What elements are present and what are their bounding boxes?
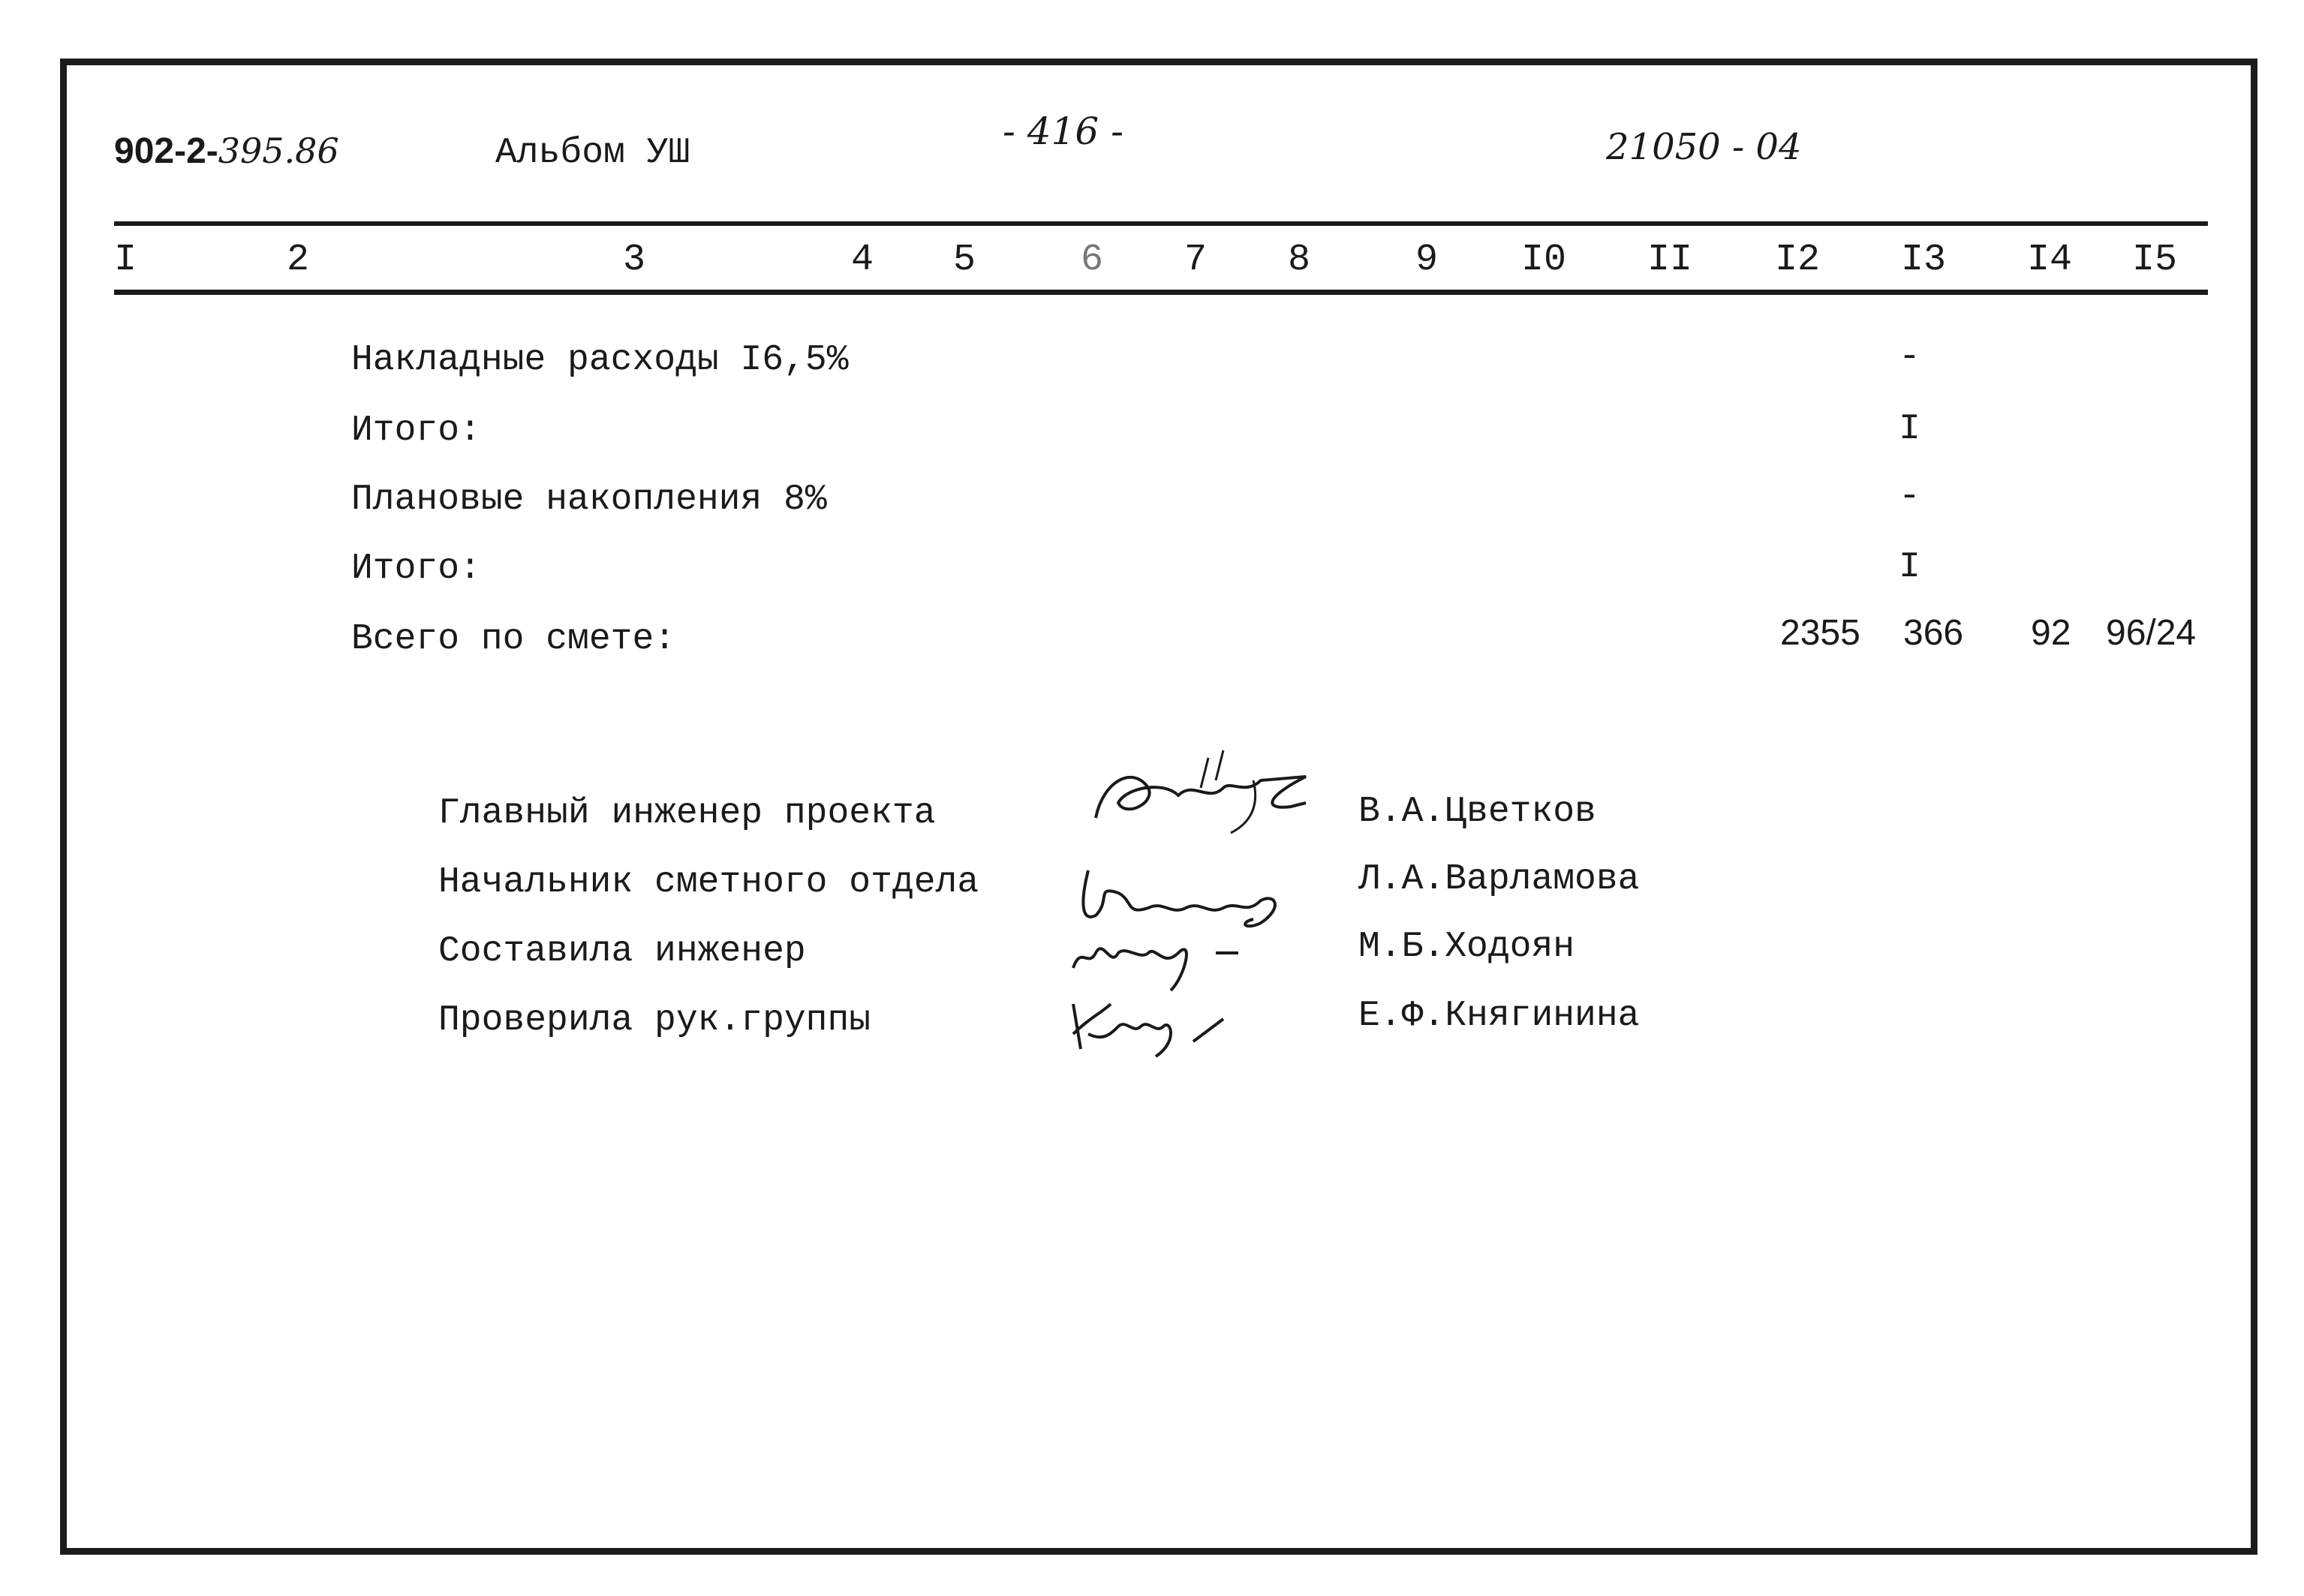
signature-role: Проверила рук.группы xyxy=(438,1000,871,1041)
row-label: Всего по смете: xyxy=(351,619,676,660)
signature-name: В.А.Цветков xyxy=(1358,792,1596,832)
row-col13-value: I xyxy=(1899,547,1921,588)
row-col13-value: I xyxy=(1899,409,1921,449)
column-number: 3 xyxy=(622,239,645,281)
column-number: 9 xyxy=(1415,239,1438,281)
document-number-prefix: 902-2- xyxy=(114,131,218,171)
column-number: I0 xyxy=(1520,239,1566,281)
column-number: 5 xyxy=(952,239,976,281)
column-number: 7 xyxy=(1184,239,1207,281)
column-number: I2 xyxy=(1774,239,1820,281)
column-number: I3 xyxy=(1900,239,1946,281)
column-number: I xyxy=(113,239,137,281)
document-number xyxy=(114,131,339,171)
row-label: Накладные расходы I6,5% xyxy=(351,340,849,380)
row-label: Итого: xyxy=(351,549,481,589)
row-label: Плановые накопления 8% xyxy=(351,479,827,520)
column-number: I5 xyxy=(2131,239,2177,281)
row-col14-value: 92 xyxy=(2031,613,2071,653)
handwritten-signature-icon xyxy=(1066,989,1261,1072)
signature-name: М.Б.Ходоян xyxy=(1358,927,1575,967)
column-number: 2 xyxy=(286,239,309,281)
row-col13-value: 366 xyxy=(1903,613,1964,653)
row-col13-value: - xyxy=(1899,476,1921,517)
handwritten-signature-icon xyxy=(1081,735,1321,848)
column-number: II xyxy=(1647,239,1692,281)
signature-name: Е.Ф.Княгинина xyxy=(1358,996,1640,1036)
signature-name: Л.А.Варламова xyxy=(1358,859,1640,900)
column-number: 6 xyxy=(1080,239,1103,281)
signature-role: Составила инженер xyxy=(438,931,806,972)
document-code: 21050 - 04 xyxy=(1606,126,1802,168)
header-bottom-rule xyxy=(114,290,2208,295)
album-label: Альбом УШ xyxy=(495,133,690,173)
signature-role: Главный инженер проекта xyxy=(438,793,936,834)
row-col12-value: 2355 xyxy=(1780,613,1860,653)
header-top-rule xyxy=(114,221,2208,226)
row-col15-value: 96/24 xyxy=(2106,613,2197,653)
column-number: 4 xyxy=(850,239,874,281)
signature-role: Начальник сметного отдела xyxy=(438,862,979,903)
page-number: - 416 - xyxy=(1003,110,1124,153)
row-label: Итого: xyxy=(351,410,481,451)
document-number-suffix: 395.86 xyxy=(218,131,339,171)
column-number: 8 xyxy=(1287,239,1310,281)
row-col13-value: - xyxy=(1899,337,1921,377)
column-number: I4 xyxy=(2026,239,2072,281)
